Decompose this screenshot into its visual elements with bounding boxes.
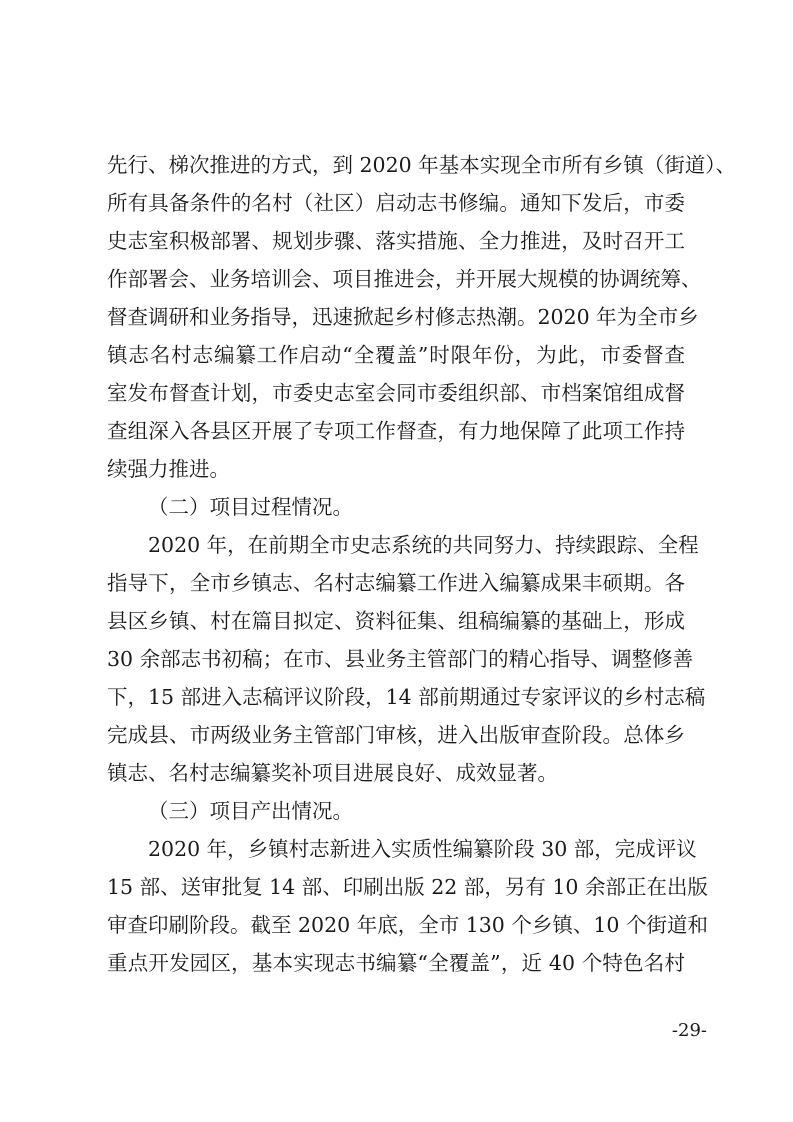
body-text-line: 镇志、名村志编纂奖补项目进展良好、成效显著。 — [107, 761, 558, 785]
body-text-line: 指导下，全市乡镇志、名村志编纂工作进入编纂成果丰硕期。各 — [107, 571, 685, 595]
page-number: -29- — [671, 1020, 707, 1041]
body-text-line: 下，15 部进入志稿评议阶段，14 部前期通过专家评议的乡村志稿 — [107, 685, 706, 709]
body-text-line: 查组深入各县区开展了专项工作督查，有力地保障了此项工作持 — [107, 419, 685, 443]
body-text-line: 完成县、市两级业务主管部门审核，进入出版审查阶段。总体乡 — [107, 723, 685, 747]
body-text-line: 所有具备条件的名村（社区）启动志书修编。通知下发后，市委 — [107, 191, 685, 215]
body-text-line: 15 部、送审批复 14 部、印刷出版 22 部，另有 10 余部正在出版 — [107, 875, 708, 899]
body-text-line: 重点开发园区，基本实现志书编纂“全覆盖”，近 40 个特色名村 — [107, 951, 685, 975]
section-heading: （三）项目产出情况。 — [148, 799, 353, 823]
body-text-line: 室发布督查计划，市委史志室会同市委组织部、市档案馆组成督 — [107, 381, 685, 405]
body-text-line: 史志室积极部署、规划步骤、落实措施、全力推进，及时召开工 — [107, 229, 685, 253]
body-text-line: 审查印刷阶段。截至 2020 年底，全市 130 个乡镇、10 个街道和 — [107, 913, 708, 937]
body-text-line: 先行、梯次推进的方式，到 2020 年基本实现全市所有乡镇（街道）、 — [107, 153, 736, 177]
body-text-line: 30 余部志书初稿；在市、县业务主管部门的精心指导、调整修善 — [107, 647, 694, 671]
body-text-line: 镇志名村志编纂工作启动“全覆盖”时限年份，为此，市委督查 — [107, 343, 685, 367]
body-text-line: 2020 年，在前期全市史志系统的共同努力、持续跟踪、全程 — [148, 533, 699, 557]
body-text-line: 县区乡镇、村在篇目拟定、资料征集、组稿编纂的基础上，形成 — [107, 609, 685, 633]
body-text-line: 续强力推进。 — [107, 457, 230, 481]
body-text-line: 督查调研和业务指导，迅速掀起乡村修志热潮。2020 年为全市乡 — [107, 305, 699, 329]
body-text-line: 2020 年，乡镇村志新进入实质性编纂阶段 30 部，完成评议 — [148, 837, 697, 861]
body-text-line: 作部署会、业务培训会、项目推进会，并开展大规模的协调统筹、 — [107, 267, 702, 291]
section-heading: （二）项目过程情况。 — [148, 495, 353, 519]
